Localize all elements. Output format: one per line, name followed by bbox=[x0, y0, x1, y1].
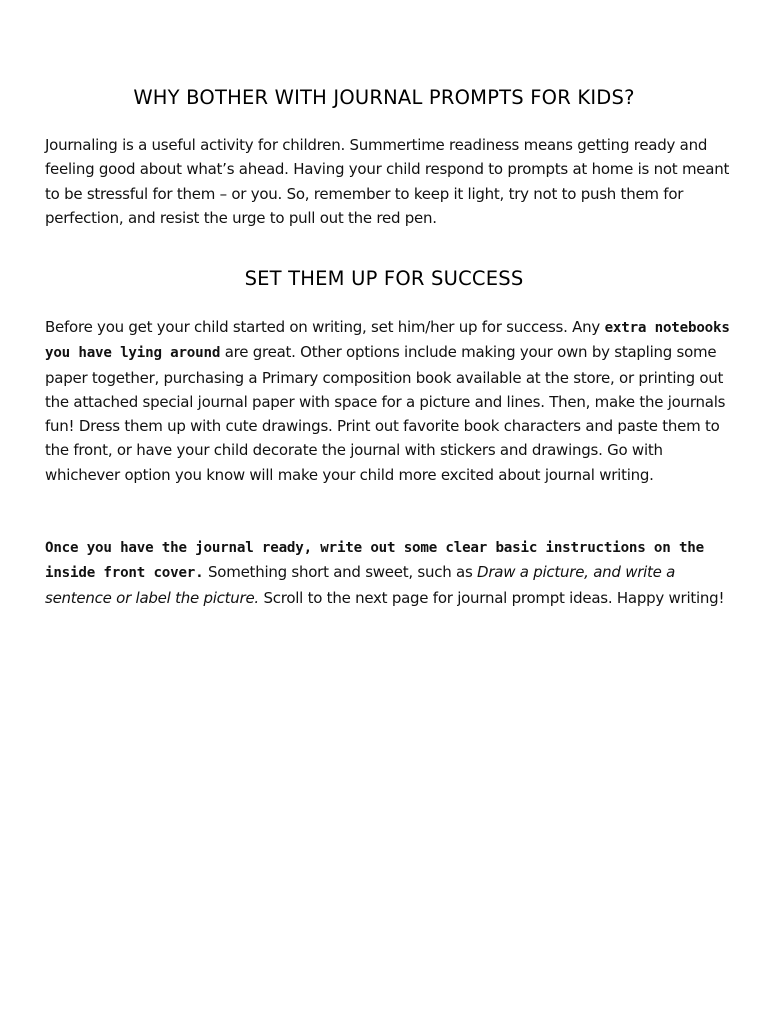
bold-phrase-journal-ready: Once you have the journal ready, write out some clear basic instructions on the inside front cover. bbox=[45, 540, 704, 582]
paragraph-journaling-intro: Journaling is a useful activity for children. Summertime readiness means getting ready and feeling good about what’s ahead. Having your child respond to prompts at home is not meant to be stressful for them – or you. So, remember to keep it light, try not to push them for perfection, and resist the urge to pull out the red pen. bbox=[45, 136, 730, 227]
paragraph-notebook-options bbox=[45, 315, 735, 487]
paragraph-text: Something short and sweet, such as bbox=[203, 563, 478, 582]
paragraph-text: are great. Other options include making your own by stapling some paper together, purchasing a Primary composition book available at the store, or printing out the attached special journal paper with space for a picture and lines. Then, make the journals fun! Dress them up with cute drawings. Print out favorite book characters and paste them to the front, or have your child decorate the journal with stickers and drawings. Go with whichever option you know will make your child more excited about journal writing. bbox=[45, 343, 726, 484]
paragraph-instructions bbox=[45, 535, 735, 610]
heading-why-bother: WHY BOTHER WITH JOURNAL PROMPTS FOR KIDS? bbox=[133, 86, 635, 109]
paragraph-text: Scroll to the next page for journal prompt ideas. Happy writing! bbox=[258, 588, 725, 607]
paragraph-text: Before you get your child started on writing, set him/her up for success. Any bbox=[45, 318, 605, 336]
heading-set-them-up: SET THEM UP FOR SUCCESS bbox=[244, 267, 524, 290]
italic-example-instruction: Draw a picture, and write a sentence or label the picture. bbox=[45, 563, 676, 607]
bold-phrase-extra-notebooks: extra notebooks you have lying around bbox=[45, 320, 730, 362]
